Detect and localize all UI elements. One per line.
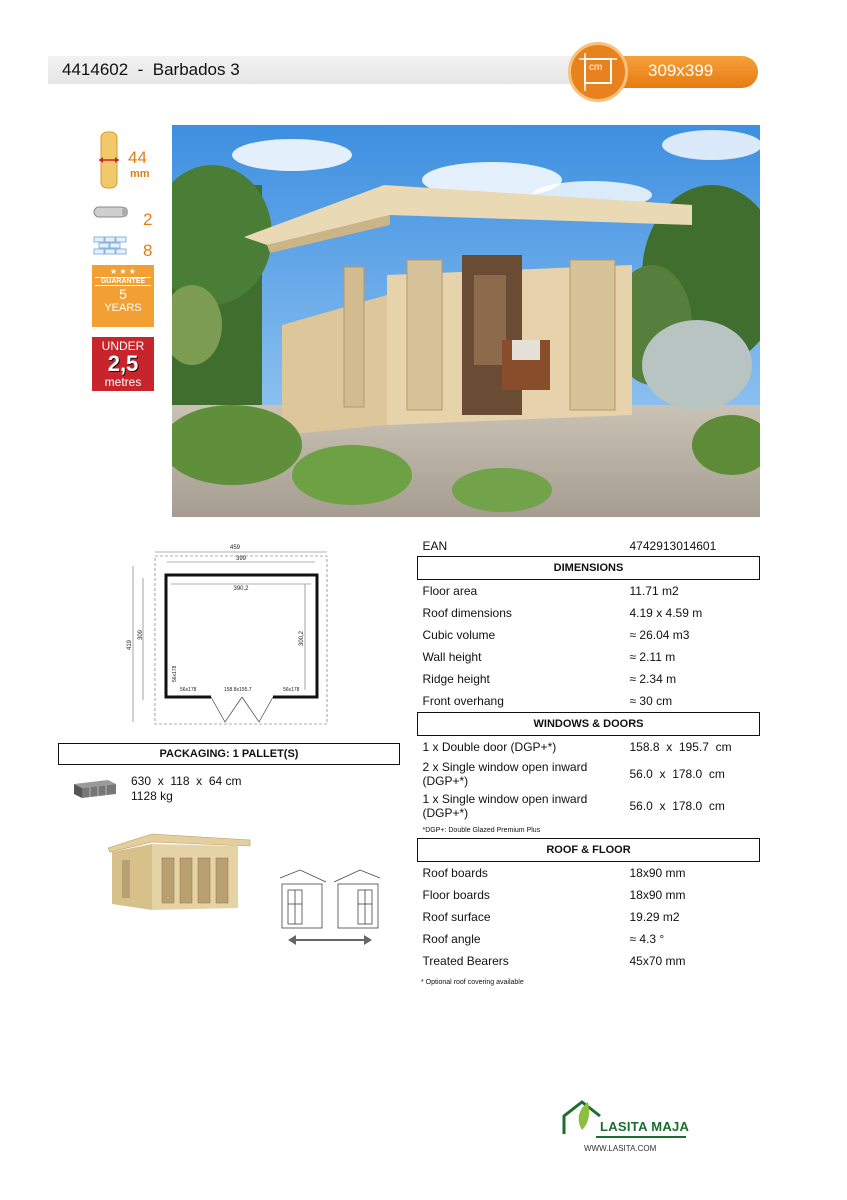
cm-badge-icon: [568, 42, 628, 102]
spec-label: Floor boards: [422, 888, 490, 902]
spec-label: Front overhang: [422, 694, 504, 708]
table-row: [418, 646, 760, 668]
plan-outer-depth: 419: [127, 639, 133, 650]
table-row: [418, 928, 760, 950]
table-row: [418, 668, 760, 690]
spec-value: ≈ 2.34 m: [629, 672, 677, 686]
spec-label: 1 x Single window open inward (DGP+*): [422, 792, 588, 820]
spec-value: 56.0 x 178.0 cm: [629, 799, 725, 813]
plan-outer-width: 459: [229, 545, 241, 551]
spec-label: Roof angle: [422, 932, 481, 946]
spec-value: ≈ 30 cm: [629, 694, 673, 708]
spec-label: 2 x Single window open inward (DGP+*): [422, 760, 588, 788]
plan-door: 158.8x195.7: [224, 687, 252, 693]
spec-label: Ridge height: [422, 672, 490, 686]
wall-thickness-unit: mm: [130, 168, 150, 180]
packaging-weight: 1128 kg: [131, 789, 173, 803]
website-url: WWW.LASITA.COM: [584, 1144, 657, 1153]
floor-plan: [125, 540, 340, 730]
product-title: 4414602 - Barbados 3: [62, 60, 240, 79]
windows-header: [418, 713, 760, 736]
cabin-photo: [172, 125, 760, 517]
plan-inner-depth: 309: [138, 629, 144, 640]
spec-label: Treated Bearers: [422, 954, 509, 968]
plan-side-window: 56x178: [172, 665, 178, 682]
table-row: [418, 790, 760, 822]
plan-window-right: 56x178: [283, 687, 300, 693]
door-mirror-icon: [278, 868, 382, 955]
dimensions-title: DIMENSIONS: [418, 557, 760, 580]
guarantee-years-number: 5: [119, 286, 127, 302]
size-label: 309x399: [648, 61, 714, 80]
under-unit: metres: [104, 375, 142, 389]
table-row: [418, 906, 760, 928]
table-row: [418, 862, 760, 885]
dgp-note: *DGP+: Double Glazed Premium Plus: [422, 826, 541, 834]
spec-table: [417, 536, 760, 972]
table-row: [418, 580, 760, 603]
log-thickness-icon: [96, 130, 122, 195]
spec-label: 1 x Double door (DGP+*): [422, 740, 557, 754]
lasita-house-logo-icon: [560, 1096, 604, 1141]
ean-value: 4742913014601: [625, 536, 760, 557]
table-row: [418, 758, 760, 790]
plan-window-left: 56x178: [180, 687, 197, 693]
table-row: [418, 690, 760, 713]
table-row: [418, 736, 760, 759]
spec-label: Floor area: [422, 584, 478, 598]
spec-value: 19.29 m2: [629, 910, 680, 924]
plan-room-width: 390,2: [233, 586, 249, 592]
guarantee-stars: ★ ★ ★: [110, 267, 136, 276]
spec-label: Cubic volume: [422, 628, 496, 642]
roof-tile-icon: [92, 235, 130, 260]
table-row: [418, 602, 760, 624]
dimensions-header: [418, 557, 760, 580]
brand-logo-text: LASITA MAJA: [600, 1119, 690, 1134]
roof-note: * Optional roof covering available: [421, 979, 524, 986]
ean-row: [418, 536, 760, 557]
spec-value: ≈ 2.11 m: [629, 650, 676, 664]
packaging-header: PACKAGING: 1 PALLET(S): [58, 743, 400, 765]
roof-header: [418, 839, 760, 862]
spec-value: 158.8 x 195.7 cm: [629, 740, 732, 754]
guarantee-years-word: YEARS: [104, 302, 142, 314]
wall-thickness-value: 44: [128, 148, 147, 167]
packaging-dimensions: 630 x 118 x 64 cm: [131, 774, 242, 788]
under-value: 2,5: [107, 351, 139, 376]
spec-value: 4.19 x 4.59 m: [629, 606, 703, 620]
spec-value: 45x70 mm: [629, 954, 686, 968]
spec-value: 11.71 m2: [629, 584, 679, 598]
table-row: [418, 950, 760, 972]
plan-room-depth: 300,2: [299, 630, 305, 646]
table-row: [418, 624, 760, 646]
spec-label: Roof surface: [422, 910, 491, 924]
table-row: [418, 884, 760, 906]
dgp-note-row: [418, 822, 760, 839]
cabin-thumbnail: [106, 830, 251, 920]
plan-inner-width: 399: [235, 556, 247, 562]
roll-icon: [92, 204, 130, 225]
spec-label: Wall height: [422, 650, 482, 664]
spec-value: 56.0 x 178.0 cm: [629, 767, 725, 781]
windows-count: 2: [143, 210, 153, 229]
roof-title: ROOF & FLOOR: [418, 839, 760, 862]
spec-value: ≈ 26.04 m3: [629, 628, 690, 642]
ean-label: EAN: [418, 536, 625, 557]
spec-label: Roof boards: [422, 866, 488, 880]
roof-count: 8: [143, 241, 153, 260]
spec-value: 18x90 mm: [629, 888, 686, 902]
pallet-icon: [70, 776, 120, 805]
under-line1: UNDER: [101, 339, 145, 353]
logo-underline: [596, 1136, 686, 1138]
badge-unit: cm: [589, 62, 603, 73]
spec-value: 18x90 mm: [629, 866, 686, 880]
spec-label: Roof dimensions: [422, 606, 512, 620]
under-height-badge: [92, 337, 154, 391]
spec-value: ≈ 4.3 °: [629, 932, 665, 946]
guarantee-label: GUARANTEE: [95, 277, 151, 286]
windows-title: WINDOWS & DOORS: [418, 713, 760, 736]
guarantee-badge: [92, 265, 154, 327]
